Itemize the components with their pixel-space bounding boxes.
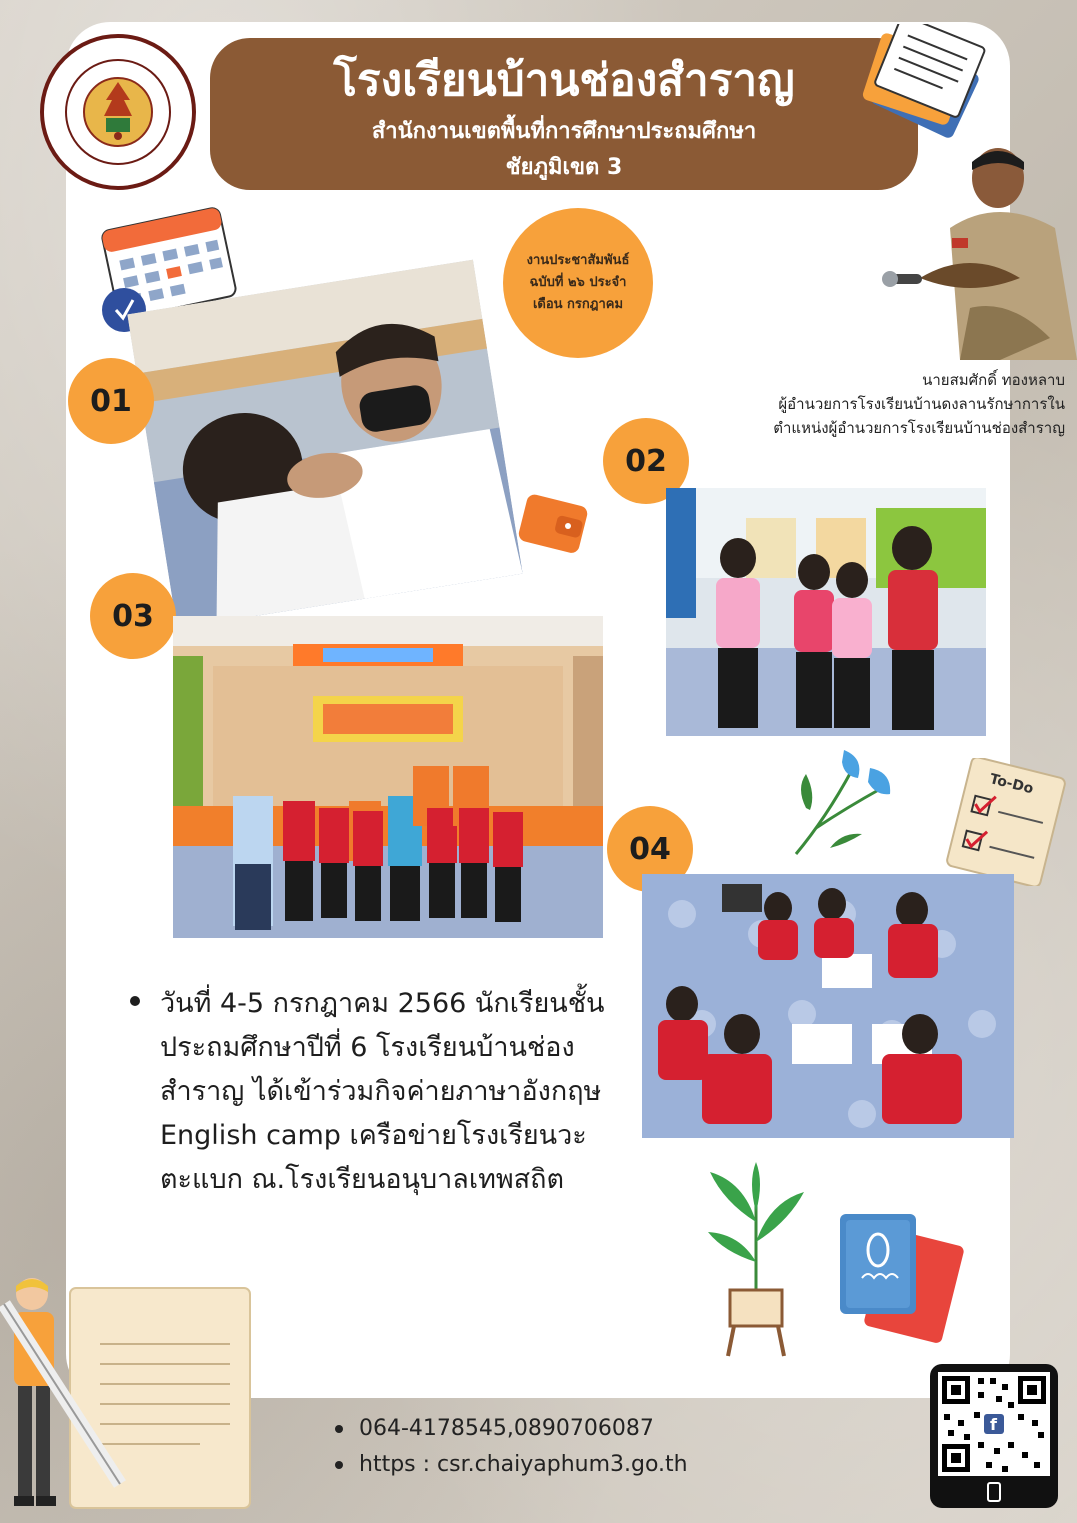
school-logo	[40, 34, 196, 190]
photo-01	[127, 260, 522, 629]
website-link[interactable]: https : csr.chaiyaphum3.go.th	[359, 1452, 688, 1477]
photo-number-02: 02	[603, 418, 689, 504]
pr-badge-line3: เดือน กรกฎาคม	[532, 297, 624, 312]
district-subtitle: ชัยภูมิเขต 3	[505, 155, 623, 180]
photo-number-03: 03	[90, 573, 176, 659]
director-position-2: ตำแหน่งผู้อำนวยการโรงเรียนบ้านช่องสำราญ	[773, 419, 1065, 437]
contact-website[interactable]	[335, 1452, 688, 1477]
qr-code-icon	[938, 1372, 1050, 1476]
bullet-dot	[335, 1461, 343, 1469]
director-photo	[880, 138, 1077, 360]
phone-icon	[987, 1482, 1001, 1502]
bullet-dot	[130, 996, 140, 1006]
todo-label: To-Do	[988, 771, 1035, 798]
potted-plant-icon	[704, 1162, 808, 1358]
pr-badge-line2: ฉบับที่ ๒๖ ประจำ	[529, 275, 627, 290]
wallet-icon	[516, 488, 592, 560]
event-description: วันที่ 4-5 กรกฎาคม 2566 นักเรียนชั้นประถมศึกษาปีที่ 6 โรงเรียนบ้านช่องสำราญ ได้เข้าร่วมกิจค่ายภาษาอังกฤษ English camp เครือข่ายโรงเรียนวะตะแบก ณ.โรงเรียนอนุบาลเทพสถิต	[160, 988, 605, 1195]
header-banner	[210, 38, 918, 190]
director-name: นายสมศักดิ์ ทองหลาบ	[922, 371, 1065, 389]
svg-text:f: f	[990, 1415, 997, 1434]
director-position-1: ผู้อำนวยการโรงเรียนบ้านดงลานรักษาการใน	[778, 395, 1065, 413]
contact-phone	[335, 1416, 654, 1441]
photo-03	[173, 616, 603, 938]
photo-04	[642, 874, 1014, 1138]
photo-number-01: 01	[68, 358, 154, 444]
pr-issue-badge	[503, 208, 653, 358]
documents-icon	[850, 24, 1010, 144]
office-subtitle: สำนักงานเขตพื้นที่การศึกษาประถมศึกษา	[371, 119, 757, 144]
photo-number-04: 04	[607, 806, 693, 892]
bullet-dot	[335, 1425, 343, 1433]
todo-list-icon	[944, 758, 1068, 886]
director-caption	[773, 368, 1065, 440]
qr-code-phone	[930, 1364, 1058, 1508]
pr-badge-line1: งานประชาสัมพันธ์	[526, 253, 630, 268]
contract-illustration	[0, 1274, 262, 1523]
school-emblem-icon	[44, 38, 192, 186]
flower-icon	[786, 748, 898, 860]
books-icon	[834, 1206, 966, 1346]
school-title: โรงเรียนบ้านช่องสำราญ	[333, 55, 795, 106]
phone-text: 064-4178545,0890706087	[359, 1416, 654, 1441]
photo-02	[666, 488, 986, 736]
